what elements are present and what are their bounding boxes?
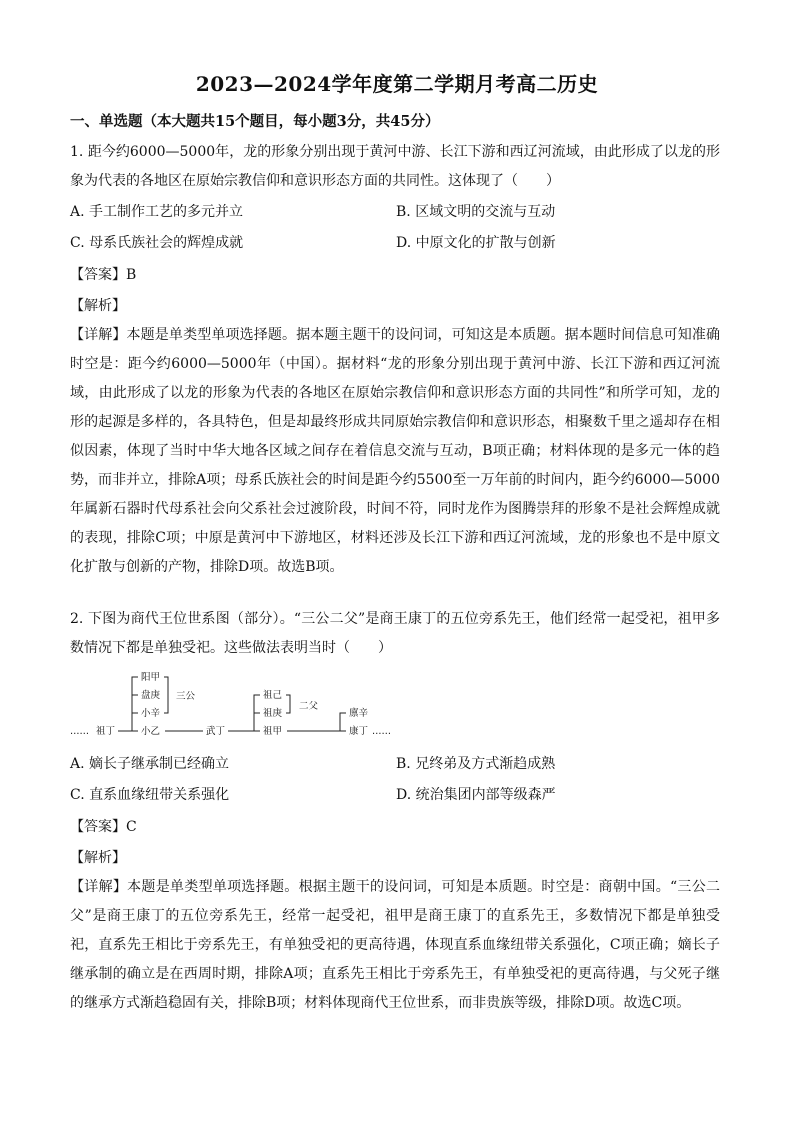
label-san-gong: 三公	[176, 691, 196, 702]
q2-option-d: D. 统治集团内部等级森严	[396, 787, 556, 803]
node-zu-jia: 祖甲	[263, 726, 283, 737]
q1-option-a: A. 手工制作工艺的多元并立	[70, 204, 244, 220]
section-heading: 一、单选题（本大题共15个题目，每小题3分，共45分）	[70, 113, 440, 130]
q1-answer	[70, 264, 136, 284]
bracket-san-gong	[164, 677, 168, 713]
leading-dots: ……	[70, 726, 89, 737]
label-er-fu: 二父	[299, 701, 319, 712]
node-lin-xin: 廪辛	[349, 708, 369, 719]
answer-value: B	[126, 267, 137, 283]
node-zu-geng: 祖庚	[263, 708, 283, 719]
node-xiao-yi: 小乙	[141, 726, 161, 737]
q2-option-a: A. 嫡长子继承制已经确立	[70, 756, 230, 772]
question-1-stem: 1. 距今约6000—5000年，龙的形象分别出现于黄河中游、长江下游和西辽河流域，由此形成了以龙的形象为代表的各地区在原始宗教信仰和意识形态方面的共同性。这体现了（ ）	[70, 144, 720, 189]
bracket-er-fu	[286, 695, 290, 713]
q2-option-b: B. 兄终弟及方式渐趋成熟	[396, 756, 556, 772]
page-title: 2023—2024学年度第二学期月考高二历史	[195, 72, 599, 96]
bracket-sons-of-zu-ding	[132, 677, 138, 731]
answer-label: 【答案】	[70, 267, 126, 283]
q1-option-d: D. 中原文化的扩散与创新	[396, 235, 556, 251]
q2-answer	[70, 816, 137, 836]
node-zu-ding: 祖丁	[96, 726, 116, 737]
q2-detail: 【详解】本题是单类型单项选择题。根据主题干的设问词，可知是本质题。时空是：商朝中国。“三公二父”是商王康丁的五位旁系先王，经常一起受祀，祖甲是商王康丁的直系先王，多数情况下都是单独受祀，直系先王相比于旁系先王，有单独受祀的更高待遇，体现直系血缘纽带关系强化，C项正确；嫡长子继承制的确立是在西周时期，排除A项；直系先王相比于旁系先王，有单独受祀的更高待遇，与父死子继的继承方式渐趋稳固有关，排除B项；材料体现商代王位世系，而非贵族等级，排除D项。故选C项。	[70, 879, 720, 1011]
question-2-stem: 2. 下图为商代王位世系图（部分）。“三公二父”是商王康丁的五位旁系先王，他们经常一起受祀，祖甲多数情况下都是单独受祀。这些做法表明当时（ ）	[70, 611, 720, 656]
q1-detail: 【详解】本题是单类型单项选择题。据本题主题干的设问词，可知这是本质题。据本题时间信息可知准确时空是：距今约6000—5000年（中国）。据材料“龙的形象分别出现于黄河中游、长江下游和西辽河流域，由此形成了以龙的形象为代表的各地区在原始宗教信仰和意识形态方面的共同性”和所学可知，龙的形的起源是多样的，各具特色，但是却最终形成共同原始宗教信仰和意识形态，相聚数千里之遥却存在相似因素，体现了当时中华大地各区域之间存在着信息交流与互动，B项正确；材料体现的是多元一体的趋势，而非并立，排除A项；母系氏族社会的时间是距今约5500至一万年前的时间内，距今约6000—5000年属新石器时代母系社会向父系社会过渡阶段，时间不符，同时龙作为图腾崇拜的形象不是社会辉煌成就的表现，排除C项；中原是黄河中下游地区，材料还涉及长江下游和西辽河流域，龙的形象也不是中原文化扩散与创新的产物，排除D项。故选B项。	[70, 327, 720, 575]
node-yang-jia: 阳甲	[141, 672, 161, 683]
q1-option-b: B. 区域文明的交流与互动	[396, 204, 556, 220]
node-xiao-xin: 小辛	[141, 708, 161, 719]
q2-analysis-label: 【解析】	[70, 850, 126, 866]
answer-label: 【答案】	[70, 819, 126, 835]
q2-option-c: C. 直系血缘纽带关系强化	[70, 787, 230, 803]
dynasty-lineage-diagram	[70, 668, 400, 744]
node-kang-ding: 康丁	[349, 726, 369, 737]
node-pan-geng: 盘庚	[141, 690, 161, 701]
node-wu-ding: 武丁	[206, 726, 226, 737]
node-zu-ji: 祖己	[263, 690, 283, 701]
q1-analysis-label: 【解析】	[70, 298, 126, 314]
trailing-dots: ……	[372, 726, 391, 737]
answer-value: C	[126, 819, 137, 835]
q1-option-c: C. 母系氏族社会的辉煌成就	[70, 235, 244, 251]
bracket-sons-of-zu-jia	[340, 713, 346, 731]
